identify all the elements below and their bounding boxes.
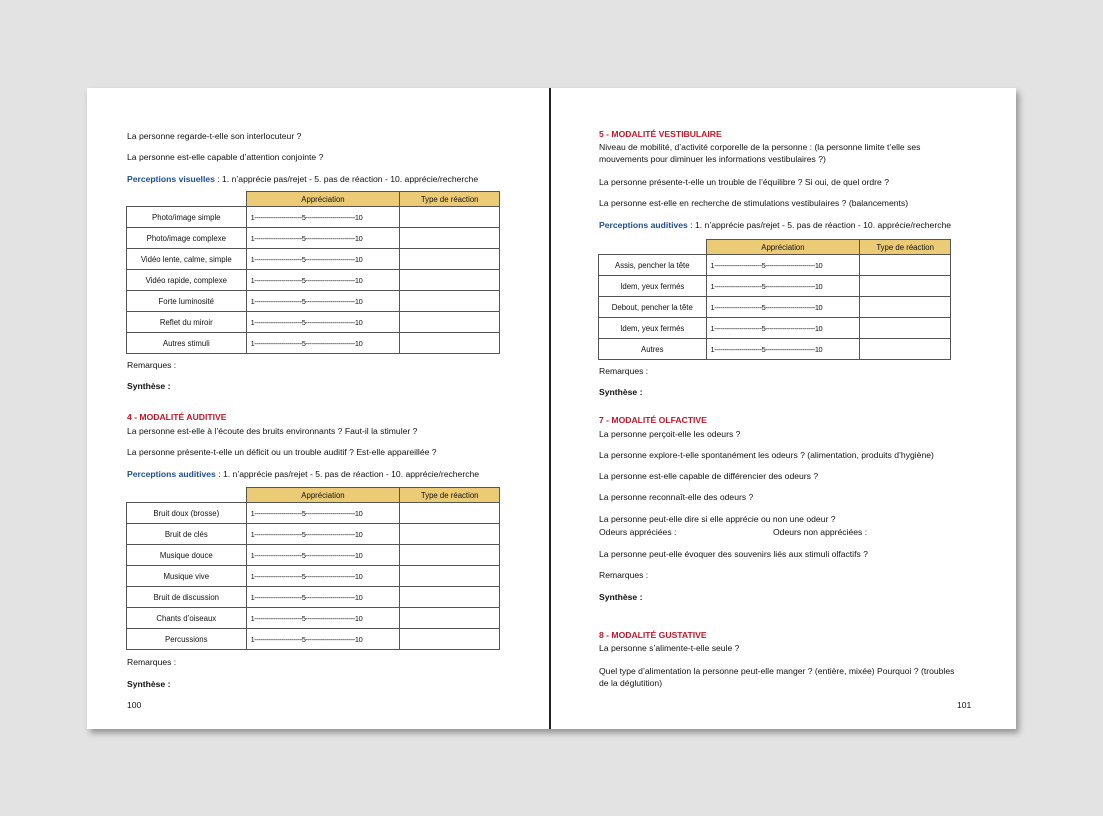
page-number: 101: [957, 700, 972, 710]
question: La personne perçoit-elle les odeurs ?: [599, 429, 741, 439]
row-label: Bruit doux (brosse): [127, 503, 247, 524]
rating-scale: 1-----------------------5------------------------10: [246, 629, 400, 650]
table-row: [599, 276, 951, 297]
row-label: Percussions: [127, 629, 247, 650]
section-heading: 4 - MODALITÉ AUDITIVE: [127, 412, 227, 422]
reaction-cell: [400, 312, 500, 333]
row-label: Reflet du miroir: [127, 312, 247, 333]
reaction-cell: [400, 545, 500, 566]
table-row: [599, 318, 951, 339]
reaction-cell: [400, 249, 500, 270]
row-label: Musique douce: [127, 545, 247, 566]
table-row: [127, 312, 500, 333]
table-row: [599, 297, 951, 318]
table-row: [127, 587, 500, 608]
row-label: Autres: [599, 339, 707, 360]
reaction-cell: [400, 333, 500, 354]
rating-scale: 1-----------------------5------------------------10: [246, 270, 400, 291]
left-page: [87, 88, 549, 729]
table-corner: [127, 488, 247, 503]
scale-legend: : 1. n’apprécie pas/rejet - 5. pas de réaction - 10. apprécie/recherche: [214, 174, 479, 184]
question: La personne est-elle en recherche de stimulations vestibulaires ? (balancements): [599, 198, 909, 208]
rating-scale: 1-----------------------5------------------------10: [246, 228, 400, 249]
question: La personne s’alimente-t-elle seule ?: [599, 643, 740, 653]
table-row: [127, 228, 500, 249]
rating-scale: 1-----------------------5------------------------10: [246, 545, 400, 566]
row-label: Bruit de clés: [127, 524, 247, 545]
rating-scale: 1-----------------------5------------------------10: [246, 249, 400, 270]
column-header: Type de réaction: [400, 488, 500, 503]
table-row: [127, 545, 500, 566]
reaction-cell: [400, 629, 500, 650]
row-label: Forte luminosité: [127, 291, 247, 312]
table-row: [127, 207, 500, 228]
scale-legend: : 1. n’apprécie pas/rejet - 5. pas de réaction - 10. apprécie/recherche: [215, 469, 480, 479]
reaction-cell: [860, 318, 951, 339]
auditory-perceptions-table: [126, 487, 500, 650]
row-label: Assis, pencher la tête: [599, 255, 707, 276]
synthesis-label: Synthèse :: [127, 381, 171, 391]
column-header: Type de réaction: [860, 240, 951, 255]
rating-scale: 1-----------------------5------------------------10: [246, 587, 400, 608]
question: La personne est-elle capable de différencier des odeurs ?: [599, 471, 819, 481]
book-spread: [87, 88, 1016, 729]
row-label: Bruit de discussion: [127, 587, 247, 608]
rating-scale: 1-----------------------5------------------------10: [706, 276, 860, 297]
reaction-cell: [400, 228, 500, 249]
table-row: [127, 333, 500, 354]
row-label: Photo/image complexe: [127, 228, 247, 249]
reaction-cell: [400, 270, 500, 291]
row-label: Musique vive: [127, 566, 247, 587]
row-label: Vidéo rapide, complexe: [127, 270, 247, 291]
reaction-cell: [400, 566, 500, 587]
visual-perceptions-table: [126, 191, 500, 354]
synthesis-label: Synthèse :: [599, 387, 643, 397]
table-corner: [127, 192, 247, 207]
auditory-perceptions-line: [127, 468, 479, 480]
row-label: Chants d’oiseaux: [127, 608, 247, 629]
rating-scale: 1-----------------------5------------------------10: [246, 291, 400, 312]
table-row: [127, 270, 500, 291]
reaction-cell: [400, 608, 500, 629]
reaction-cell: [860, 297, 951, 318]
table-row: [599, 339, 951, 360]
right-page: [551, 88, 1016, 729]
disliked-odours-label: Odeurs non appréciées :: [773, 527, 868, 537]
page-number: 100: [127, 700, 142, 710]
rating-scale: 1-----------------------5------------------------10: [246, 333, 400, 354]
reaction-cell: [860, 339, 951, 360]
rating-scale: 1-----------------------5------------------------10: [246, 566, 400, 587]
scale-legend: : 1. n’apprécie pas/rejet - 5. pas de réaction - 10. apprécie/recherche: [687, 220, 952, 230]
rating-scale: 1-----------------------5------------------------10: [706, 318, 860, 339]
section-heading: 8 - MODALITÉ GUSTATIVE: [599, 630, 707, 640]
section-heading: 5 - MODALITÉ VESTIBULAIRE: [599, 129, 722, 139]
row-label: Autres stimuli: [127, 333, 247, 354]
remarks-label: Remarques :: [127, 657, 177, 667]
reaction-cell: [400, 503, 500, 524]
question: La personne explore-t-elle spontanément les odeurs ? (alimentation, produits d’hygiène): [599, 450, 934, 460]
question: La personne peut-elle évoquer des souvenirs liés aux stimuli olfactifs ?: [599, 549, 868, 559]
table-row: [127, 249, 500, 270]
table-row: [127, 503, 500, 524]
reaction-cell: [860, 276, 951, 297]
table-row: [599, 255, 951, 276]
synthesis-label: Synthèse :: [127, 679, 171, 689]
rating-scale: 1-----------------------5------------------------10: [706, 339, 860, 360]
liked-odours-label: Odeurs appréciées :: [599, 527, 677, 537]
synthesis-label: Synthèse :: [599, 592, 643, 602]
section-label: Perceptions auditives: [127, 469, 216, 479]
table-row: [127, 608, 500, 629]
rating-scale: 1-----------------------5------------------------10: [246, 207, 400, 228]
rating-scale: 1-----------------------5------------------------10: [246, 608, 400, 629]
reaction-cell: [400, 587, 500, 608]
intro-text: Niveau de mobilité, d’activité corporelle de la personne : (la personne limite t’elle ses mouvements pour diminuer les informations vestibulaires ?): [599, 142, 921, 164]
question: La personne est-elle à l’écoute des bruits environnants ? Faut-il la stimuler ?: [127, 426, 418, 436]
reaction-cell: [400, 524, 500, 545]
remarks-label: Remarques :: [127, 360, 177, 370]
column-header: Appréciation: [246, 488, 400, 503]
row-label: Idem, yeux fermés: [599, 318, 707, 339]
column-header: Type de réaction: [400, 192, 500, 207]
question: La personne présente-t-elle un trouble de l’équilibre ? Si oui, de quel ordre ?: [599, 177, 889, 187]
question: La personne reconnaît-elle des odeurs ?: [599, 492, 754, 502]
visual-perceptions-line: [127, 173, 478, 185]
question: Quel type d’alimentation la personne peut-elle manger ? (entière, mixée) Pourquoi ? (troubles de la déglutition): [599, 666, 955, 688]
row-label: Debout, pencher la tête: [599, 297, 707, 318]
section-label: Perceptions auditives: [599, 220, 688, 230]
row-label: Idem, yeux fermés: [599, 276, 707, 297]
table-row: [127, 291, 500, 312]
rating-scale: 1-----------------------5------------------------10: [706, 255, 860, 276]
row-label: Vidéo lente, calme, simple: [127, 249, 247, 270]
rating-scale: 1-----------------------5------------------------10: [706, 297, 860, 318]
table-corner: [599, 240, 707, 255]
table-row: [127, 629, 500, 650]
reaction-cell: [400, 207, 500, 228]
question: La personne présente-t-elle un déficit ou un trouble auditif ? Est-elle appareillée ?: [127, 447, 437, 457]
rating-scale: 1-----------------------5------------------------10: [246, 312, 400, 333]
column-header: Appréciation: [706, 240, 860, 255]
question: La personne peut-elle dire si elle apprécie ou non une odeur ?: [599, 514, 836, 524]
rating-scale: 1-----------------------5------------------------10: [246, 524, 400, 545]
table-row: [127, 566, 500, 587]
remarks-label: Remarques :: [599, 570, 649, 580]
remarks-label: Remarques :: [599, 366, 649, 376]
rating-scale: 1-----------------------5------------------------10: [246, 503, 400, 524]
section-heading: 7 - MODALITÉ OLFACTIVE: [599, 415, 707, 425]
vestibular-perceptions-line: [599, 219, 951, 231]
reaction-cell: [400, 291, 500, 312]
question: La personne est-elle capable d’attention conjointe ?: [127, 152, 324, 162]
column-header: Appréciation: [246, 192, 400, 207]
table-row: [127, 524, 500, 545]
reaction-cell: [860, 255, 951, 276]
vestibular-perceptions-table: [598, 239, 951, 360]
row-label: Photo/image simple: [127, 207, 247, 228]
section-label: Perceptions visuelles: [127, 174, 215, 184]
question: La personne regarde-t-elle son interlocuteur ?: [127, 131, 302, 141]
